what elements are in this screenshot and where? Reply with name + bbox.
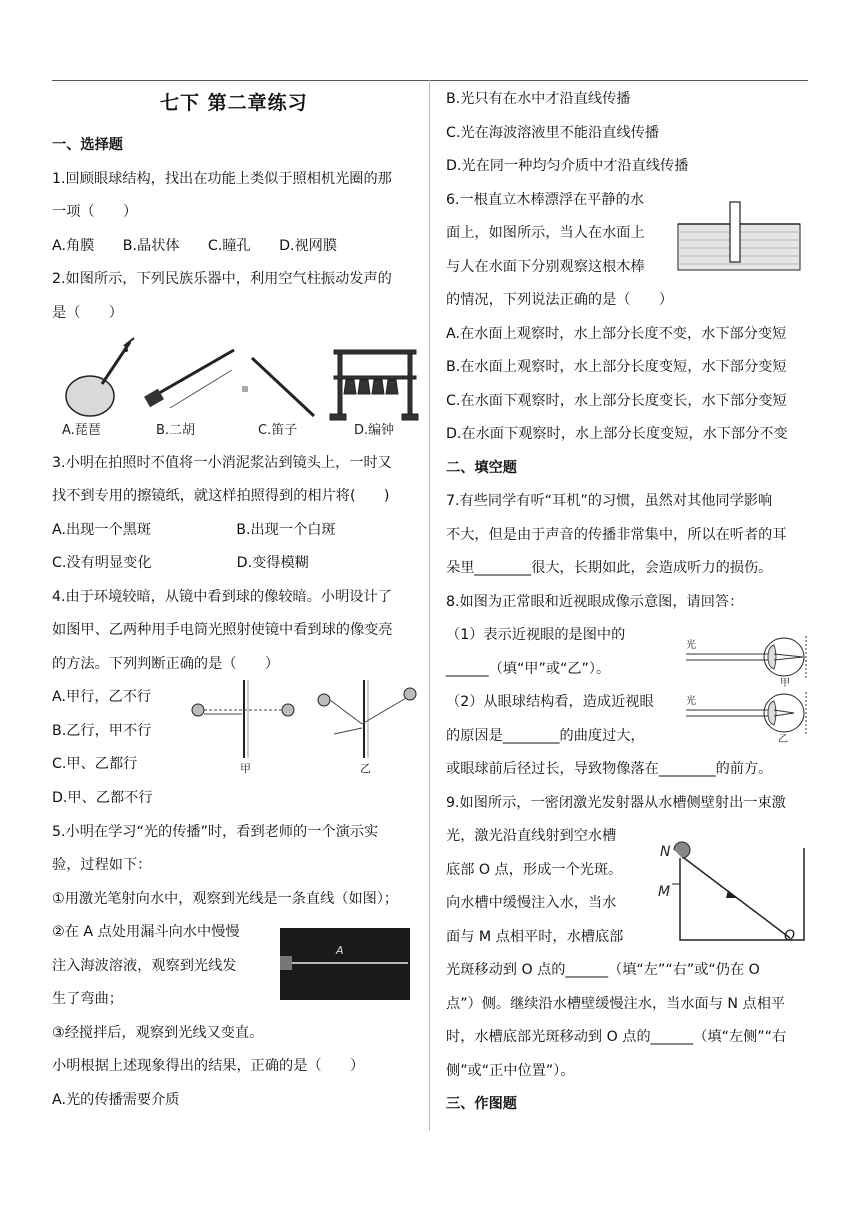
point-m-label: M — [658, 884, 671, 900]
bianzhong-icon — [330, 350, 418, 420]
q6-option-c: C.在水面下观察时，水上部分长度变长，水下部分变短 — [446, 393, 787, 409]
mirror-figure — [184, 676, 420, 776]
q4-option-c: C.甲、乙都行 — [52, 756, 138, 772]
q5-step-2b: 注入海波溶液，观察到光线发 — [52, 958, 237, 974]
q4-option-b: B.乙行，甲不行 — [52, 723, 152, 739]
section-heading-fill: 二、填空题 — [446, 460, 517, 476]
q9-line-4: 向水槽中缓慢注入水，当水 — [446, 895, 617, 911]
q6-line-1: 6.一根直立木棒漂浮在平静的水 — [446, 192, 644, 208]
q9-line-5: 面与 M 点相平时，水槽底部 — [446, 929, 624, 945]
q5-option-a: A.光的传播需要介质 — [52, 1092, 180, 1108]
q4-line-1: 4.由于环境较暗，从镜中看到球的像较暗。小明设计了 — [52, 589, 392, 605]
q8-part-1a: （1）表示近视眼的是图中的 — [446, 627, 626, 643]
q7-line-1: 7.有些同学有听“耳机”的习惯，虽然对其他同学影响 — [446, 493, 773, 509]
q8-part-2c: 或眼球前后径过长，导致物像落在________的前方。 — [446, 761, 773, 777]
instrument-label-a: A.琵琶 — [62, 423, 101, 438]
q7-line-3: 朵里________很大，长期如此，会造成听力的损伤。 — [446, 560, 773, 576]
q3-line-1: 3.小明在拍照时不值将一小消泥浆沾到镜头上，一时又 — [52, 455, 392, 471]
instrument-label-d: D.编钟 — [354, 423, 395, 438]
q4-option-a: A.甲行，乙不行 — [52, 689, 152, 705]
q5-option-b: B.光只有在水中才沿直线传播 — [446, 91, 631, 107]
stick-shape — [730, 202, 740, 262]
q3-options-cd: C.没有明显变化 D.变得模糊 — [52, 555, 309, 571]
q1-options: A.角膜 B.晶状体 C.瞳孔 D.视网膜 — [52, 238, 338, 254]
page-title: 七下 第二章练习 — [160, 92, 308, 114]
q5-step-1: ①用激光笔射向水中，观察到光线是一条直线（如图）； — [52, 891, 399, 907]
mirror-jia — [192, 680, 294, 775]
q3-options-ab: A.出现一个黑斑 B.出现一个白斑 — [52, 522, 336, 538]
q5-question: 小明根据上述现象得出的结果，正确的是（ ） — [52, 1058, 365, 1074]
q6-option-b: B.在水面上观察时，水上部分长度变短，水下部分变短 — [446, 359, 787, 375]
instrument-label-c: C.笛子 — [258, 423, 298, 438]
floating-stick-figure — [676, 194, 804, 274]
q5-line-1: 5.小明在学习“光的传播”时，看到老师的一个演示实 — [52, 824, 379, 840]
q6-line-3: 与人在水面下分别观察这根木棒 — [446, 259, 645, 275]
point-o-label: O — [784, 928, 796, 944]
q9-line-2: 光，激光沿直线射到空水槽 — [446, 828, 617, 844]
instruments-figure — [52, 334, 420, 444]
q6-line-4: 的情况，下列说法正确的是（ ） — [446, 292, 674, 308]
q9-line-1: 9.如图所示，一密闭激光发射器从水槽侧壁射出一束激 — [446, 795, 786, 811]
q5-step-3: ③经搅拌后，观察到光线又变直。 — [52, 1025, 264, 1041]
q8-part-2a: （2）从眼球结构看，造成近视眼 — [446, 694, 654, 710]
q6-option-d: D.在水面下观察时，水上部分长度变短，水下部分不变 — [446, 426, 788, 442]
eye-jia — [686, 636, 806, 689]
instrument-label-b: B.二胡 — [156, 423, 196, 438]
q6-line-2: 面上，如图所示，当人在水面上 — [446, 225, 645, 241]
q9-line-9: 侧”或“正中位置”）。 — [446, 1063, 575, 1079]
q3-line-2: 找不到专用的擦镜纸，就这样拍照得到的相片将( ) — [52, 488, 390, 504]
q9-line-7: 点”）侧。继续沿水槽壁缓慢注水，当水面与 N 点相平 — [446, 996, 786, 1012]
eye-yi-light-label: 光 — [686, 696, 696, 707]
q9-line-6: 光斑移动到 O 点的______（填“左”“右”或“仍在 O — [446, 962, 760, 978]
section-heading-drawing: 三、作图题 — [446, 1096, 517, 1112]
q6-option-a: A.在水面上观察时，水上部分长度不变，水下部分变短 — [446, 326, 787, 342]
point-n-label: N — [660, 844, 671, 860]
q1-line-2: 一项（ ） — [52, 204, 138, 220]
q5-step-2c: 生了弯曲； — [52, 991, 123, 1007]
eye-jia-light-label: 光 — [686, 640, 696, 651]
q8-line-1: 8.如图为正常眼和近视眼成像示意图，请回答： — [446, 594, 744, 610]
q4-option-d: D.甲、乙都不行 — [52, 790, 153, 806]
eye-yi — [686, 692, 806, 744]
label-jia: 甲 — [240, 762, 251, 775]
q5-option-c: C.光在海波溶液里不能沿直线传播 — [446, 125, 660, 141]
q1-line-1: 1.回顾眼球结构，找出在功能上类似于照相机光圈的那 — [52, 171, 392, 187]
water-tank-figure — [632, 828, 814, 948]
flute-icon — [242, 358, 314, 416]
q5-option-d: D.光在同一种均匀介质中才沿直线传播 — [446, 158, 689, 174]
q9-line-8: 时，水槽底部光斑移动到 O 点的______（填“左侧”“右 — [446, 1029, 787, 1045]
q8-part-1b: ______（填“甲”或“乙”）。 — [446, 661, 611, 677]
q8-part-2b: 的原因是________的曲度过大， — [446, 728, 645, 744]
q5-step-2a: ②在 A 点处用漏斗向水中慢慢 — [52, 924, 240, 940]
q9-line-3: 底部 O 点，形成一个光斑。 — [446, 862, 623, 878]
laser-tank-photo — [280, 928, 410, 1000]
mirror-yi — [318, 680, 416, 775]
eye-jia-label: 甲 — [780, 678, 790, 689]
q5-line-2: 验，过程如下： — [52, 857, 152, 873]
label-yi: 乙 — [360, 762, 371, 775]
q4-line-2: 如图甲、乙两种用手电筒光照射使镜中看到球的像变亮 — [52, 622, 393, 638]
q7-line-2: 不大，但是由于声音的传播非常集中，所以在听者的耳 — [446, 527, 787, 543]
section-heading-choice: 一、选择题 — [52, 137, 123, 153]
top-rule — [52, 80, 808, 81]
erhu-icon — [144, 350, 234, 408]
point-a-label: A — [336, 944, 344, 957]
q2-line-2: 是（ ） — [52, 305, 123, 321]
eye-figure — [682, 626, 814, 744]
pipa-icon — [66, 338, 134, 416]
eye-yi-label: 乙 — [778, 734, 788, 744]
q4-line-3: 的方法。下列判断正确的是（ ） — [52, 656, 280, 672]
column-divider — [429, 80, 430, 1131]
q2-line-1: 2.如图所示，下列民族乐器中，利用空气柱振动发声的 — [52, 271, 392, 287]
